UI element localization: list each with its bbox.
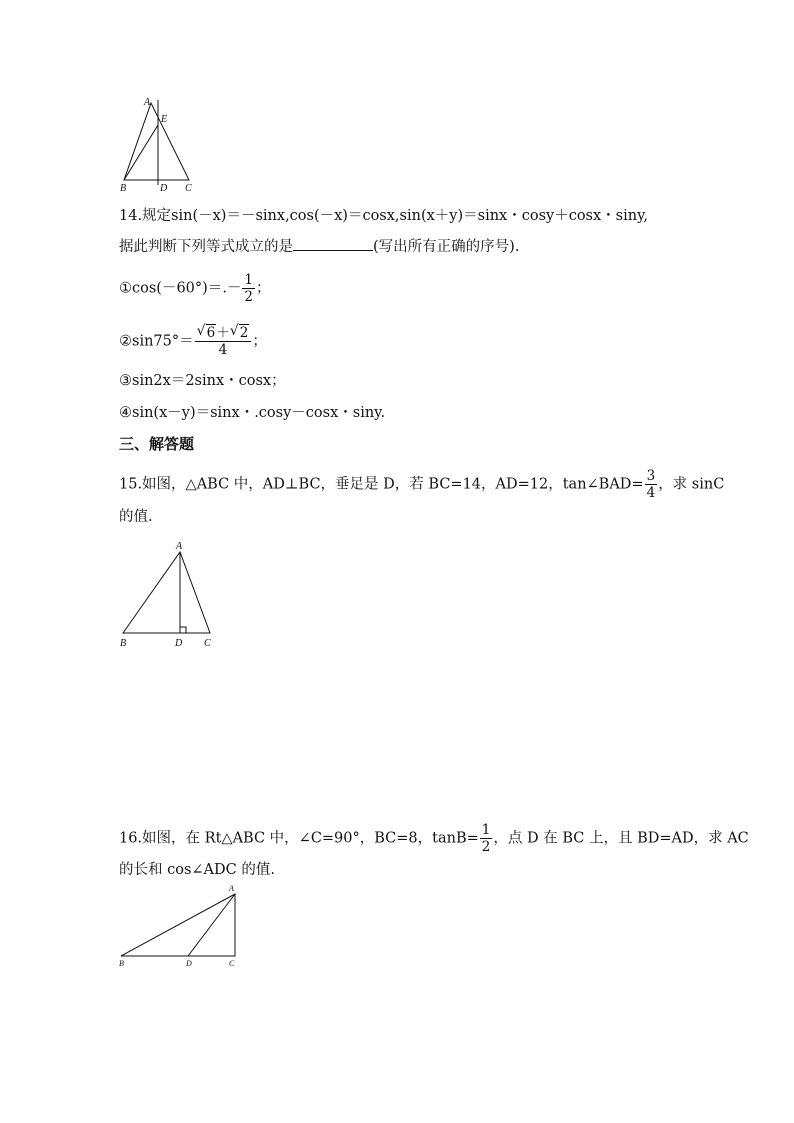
label-c: C — [185, 183, 192, 194]
q14-line1: 14.规定sin(－x)＝－sinx,cos(－x)＝cosx,sin(x＋y)＝sinx・cosy＋cosx・siny, — [119, 208, 648, 224]
q14-line2-post: (写出所有正确的序号). — [373, 239, 520, 255]
label-d: D — [186, 959, 192, 968]
q14-option-4: ④sin(x－y)＝sinx・.cosy－cosx・siny. — [119, 405, 386, 421]
triangle-figure-q13 — [115, 95, 200, 195]
fraction-numerator — [195, 325, 252, 341]
fraction-three-quarters — [645, 468, 658, 501]
sqrt-2: √ 2 — [229, 323, 249, 341]
label-c: C — [229, 959, 235, 968]
q15-text-end: ，求 sinC — [658, 476, 725, 493]
label-d: D — [160, 183, 168, 194]
q16-line2: 的长和 cos∠ADC 的值. — [119, 862, 275, 878]
plus-sign: ＋ — [216, 325, 230, 341]
triangle-figure-q16 — [115, 882, 245, 972]
sqrt-6: √ 6 — [196, 323, 216, 341]
triangle-abc — [124, 103, 189, 180]
q14-option-1 — [119, 272, 271, 305]
q15-line2: 的值. — [119, 509, 153, 525]
right-triangle-abc — [121, 894, 235, 956]
triangle-figure-q15 — [115, 538, 225, 653]
fraction-numerator: 3 — [646, 468, 656, 484]
fraction-one-half — [480, 822, 493, 855]
option-1-text: ①cos(－60°)＝ — [119, 280, 223, 297]
fraction-denominator: 2 — [244, 289, 254, 305]
label-b: B — [119, 959, 124, 968]
label-a: A — [144, 97, 151, 108]
label-d: D — [175, 638, 183, 649]
option-1-sign: .－ — [222, 280, 242, 297]
q14-option-2 — [119, 325, 267, 358]
option-2-text: ②sin75°＝ — [119, 333, 194, 350]
segment-be — [124, 125, 158, 180]
q16-line1 — [119, 822, 749, 855]
fraction-denominator: 4 — [195, 341, 252, 358]
option-2-end: ； — [252, 333, 267, 350]
fraction-numerator: 1 — [244, 272, 254, 288]
label-c: C — [204, 638, 211, 649]
triangle-abc — [123, 552, 210, 633]
label-a: A — [176, 541, 183, 552]
fraction-denominator: 4 — [646, 485, 656, 501]
radicand-2: 2 — [239, 325, 249, 341]
radicand-6: 6 — [206, 325, 216, 341]
q14-option-3: ③sin2x＝2sinx・cosx； — [119, 373, 286, 389]
q14-line2 — [119, 236, 519, 257]
q16-text: 16.如图，在 Rt△ABC 中，∠C=90°，BC=8，tanB= — [119, 830, 479, 847]
q14-line2-pre: 据此判断下列等式成立的是 — [119, 239, 293, 255]
right-angle-mark — [180, 627, 186, 633]
fraction-numerator: 1 — [481, 822, 491, 838]
segment-ad — [188, 894, 235, 956]
q15-text: 15.如图，△ABC 中，AD⊥BC，垂足是 D，若 BC=14，AD=12，tan∠BAD= — [119, 476, 644, 493]
label-b: B — [120, 183, 127, 194]
fraction-denominator: 2 — [481, 839, 491, 855]
fraction-one-half — [242, 272, 255, 305]
section-heading: 三、解答题 — [119, 435, 195, 453]
label-b: B — [120, 638, 127, 649]
fraction-sqrt — [195, 325, 252, 358]
label-e: E — [161, 114, 168, 125]
answer-blank[interactable] — [293, 236, 373, 251]
q16-text-end: ，点 D 在 BC 上，且 BD=AD，求 AC — [493, 830, 749, 847]
q15-line1 — [119, 468, 724, 501]
option-1-end: ； — [256, 280, 271, 297]
label-a: A — [229, 884, 234, 893]
